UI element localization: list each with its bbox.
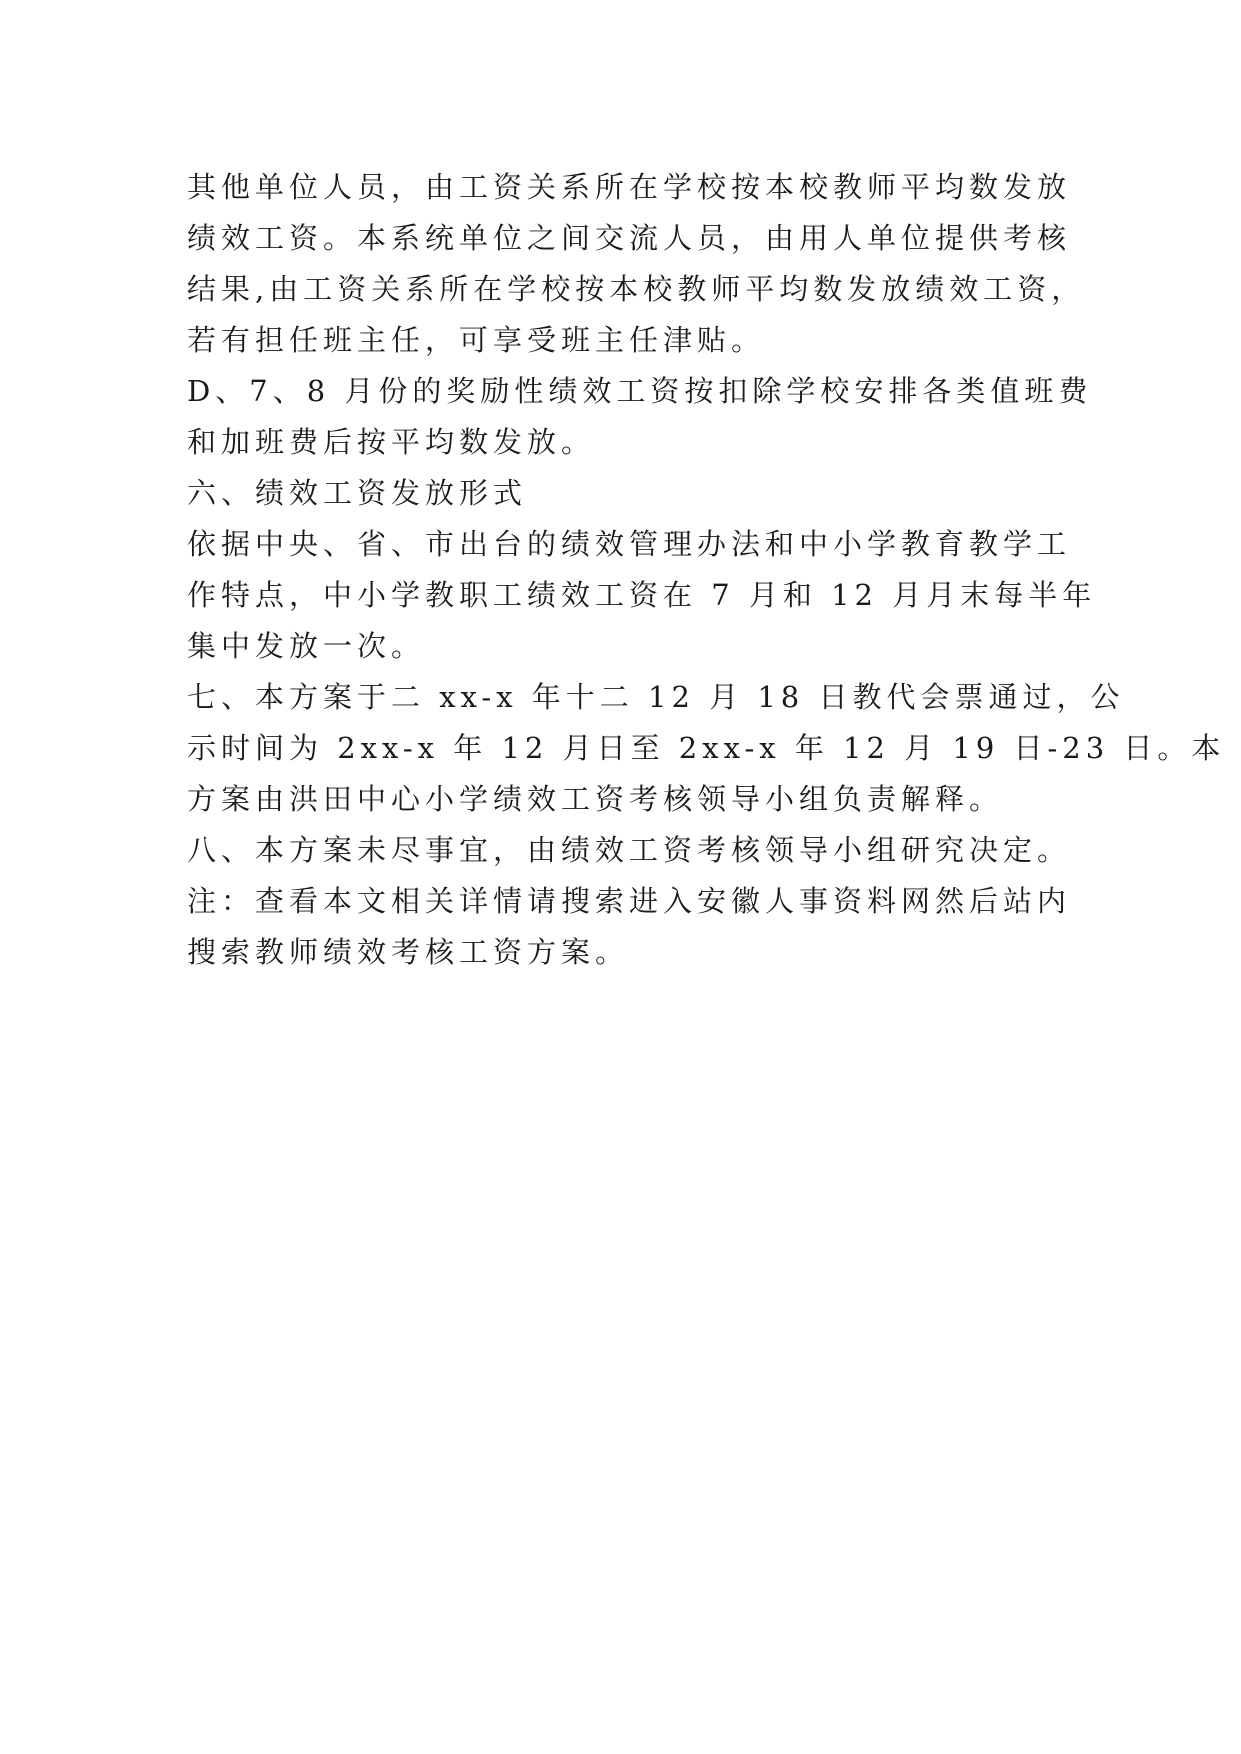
- text-line: 绩效工资。本系统单位之间交流人员，由用人单位提供考核: [187, 221, 1072, 255]
- text-line: 结果,由工资关系所在学校按本校教师平均数发放绩效工资，: [187, 272, 1086, 306]
- text-line: D、7、8 月份的奖励性绩效工资按扣除学校安排各类值班费: [187, 374, 1093, 408]
- note-line: 搜索教师绩效考核工资方案。: [187, 935, 630, 969]
- note-line: 注：查看本文相关详情请搜索进入安徽人事资料网然后站内: [187, 884, 1072, 918]
- text-line: 八、本方案未尽事宜，由绩效工资考核领导小组研究决定。: [187, 833, 1072, 867]
- text-line: 作特点，中小学教职工绩效工资在 7 月和 12 月月末每半年: [187, 578, 1097, 612]
- text-line: 示时间为 2xx-x 年 12 月日至 2xx-x 年 12 月 19 日-23 日。本: [187, 731, 1226, 765]
- text-line: 方案由洪田中心小学绩效工资考核领导小组负责解释。: [187, 782, 1004, 816]
- text-line: 和加班费后按平均数发放。: [187, 425, 596, 459]
- text-line: 若有担任班主任，可享受班主任津贴。: [187, 323, 766, 357]
- section-heading: 六、绩效工资发放形式: [187, 476, 528, 510]
- text-line: 七、本方案于二 xx-x 年十二 12 月 18 日教代会票通过，公: [187, 680, 1125, 714]
- text-line: 集中发放一次。: [187, 629, 426, 663]
- document-body: [187, 162, 1226, 978]
- text-line: 其他单位人员，由工资关系所在学校按本校教师平均数发放: [187, 170, 1072, 204]
- text-line: 依据中央、省、市出台的绩效管理办法和中小学教育教学工: [187, 527, 1072, 561]
